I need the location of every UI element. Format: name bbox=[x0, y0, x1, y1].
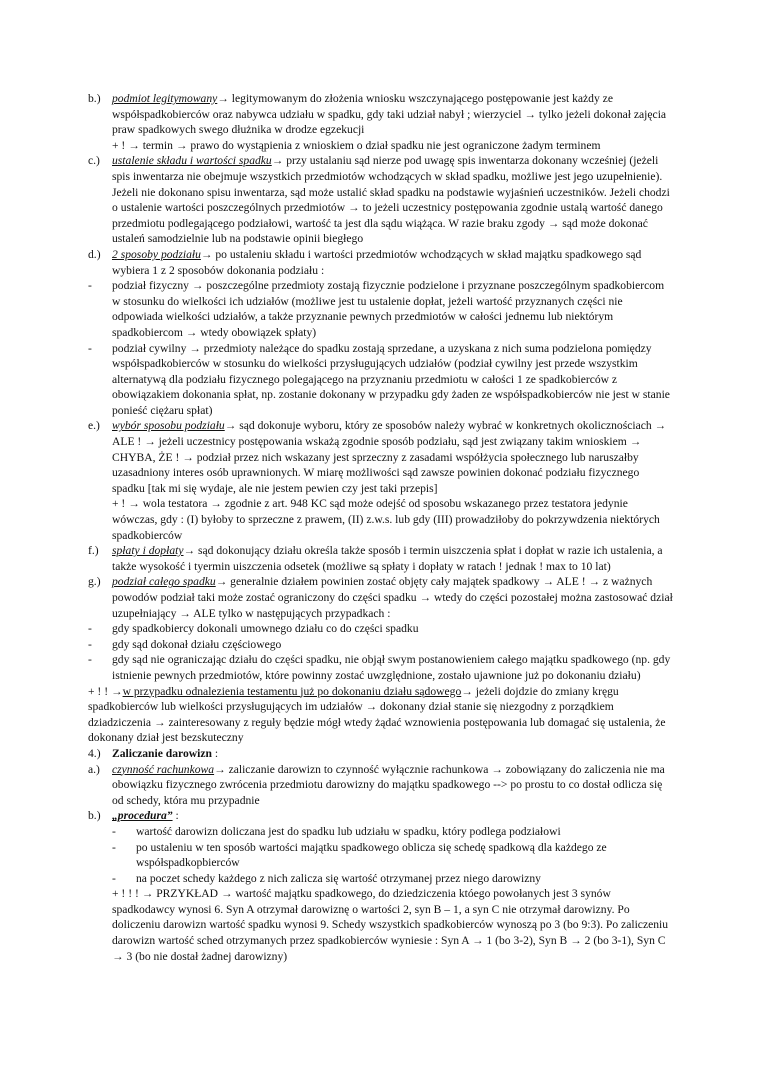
item-text: po ustaleniu w ten sposób wartości majątku spadkowego oblicza się schedę spadkową dla każdego ze współspadkopbierców bbox=[136, 840, 607, 870]
dash-marker: - bbox=[112, 840, 116, 854]
item-text: podział cywilny → przedmioty należące do spadku zostają sprzedane, a uzyskana z nich suma podzielona pomiędzy współspadkobierców w stosunku do wielkości przysługujących udziałów (podział cywilny jest przede wszystkim alternatywą dla podziału fizycznego polegającego na przyznaniu przedmiotu w całości 1 ze spadkobierców z obowiązakiem dokonania spłat, np. zostanie dokonany w przypadku gdy żaden ze współspadkobierców nie jest w stanie ponieść ciężaru spłat) bbox=[112, 341, 670, 417]
dash-marker: - bbox=[88, 341, 92, 355]
item-text: : bbox=[172, 809, 179, 823]
item-term: spłaty i dopłaty bbox=[112, 544, 184, 558]
item-term: ustalenie składu i wartości spadku bbox=[112, 154, 272, 168]
dash-item-podzial-fizyczny bbox=[88, 278, 674, 340]
item-text: wartość darowizn doliczana jest do spadku lub udziału w spadku, który podlega podziałowi bbox=[136, 824, 561, 838]
item-c-ustalenie-skladu bbox=[88, 153, 674, 247]
dash-item-podzial-cywilny bbox=[88, 341, 674, 419]
item-text: → sąd dokonuje wyboru, który ze sposobów należy wybrać w konkretnych okolicznościach → ALE ! → jeżeli uczestnicy postępowania wskażą zgodnie sposób podziału, sąd jest związany takim wnioskiem → CHYBA, ŻE ! → podział przez nich wskazany jest sprzeczny z zasadami współżycia społecznego lub naruszałby uzasadniony interes osób uprawnionych. W miarę możliwości sąd zawsze powinien dokonać podziału fizycznego spadku [tak mi się wydaje, ale nie jestem pewien czy jest taki przepis] bbox=[112, 419, 667, 495]
item-text: → po ustaleniu składu i wartości przedmiotów wchodzących w skład majątku spadkowego sąd wybiera 1 z 2 sposobów dokonania podziału : bbox=[112, 247, 642, 277]
dash-marker: - bbox=[88, 622, 92, 636]
item-text: → sąd dokonujący działu określa także sposób i termin uiszczenia spłat i dopłat w razie ich ustalenia, a także wysokość i tyermin uiszczenia odsetek (możliwe są spłaty i dopłaty w ratach ! jednak ! max to 10 lat) bbox=[112, 544, 663, 573]
item-b-podmiot-legitymowany bbox=[88, 91, 674, 138]
item-term: podmiot legitymowany bbox=[112, 92, 218, 105]
dash-item-dzial-czesciowy bbox=[88, 637, 674, 653]
item-marker: a.) bbox=[88, 762, 100, 776]
item-text: gdy sąd dokonał działu częściowego bbox=[112, 637, 282, 651]
item-d-sposoby-podzialu bbox=[88, 247, 674, 278]
item-term: 2 sposoby podziału bbox=[112, 247, 201, 261]
section-heading: Zaliczanie darowizn bbox=[112, 746, 212, 760]
section-4-zaliczanie-darowizn bbox=[88, 746, 674, 762]
document-page bbox=[88, 91, 674, 964]
item-marker: b.) bbox=[88, 92, 101, 105]
item-marker: e.) bbox=[88, 419, 100, 433]
item-term: podział całego spadku bbox=[112, 575, 216, 589]
item-marker: f.) bbox=[88, 544, 99, 558]
dash-marker: - bbox=[88, 653, 92, 667]
item-text: na poczet schedy każdego z nich zalicza się wartość otrzymanej przez niego darowizny bbox=[136, 871, 541, 885]
item-term: wybór sposobu podziału bbox=[112, 419, 225, 433]
item-text: podział fizyczny → poszczególne przedmioty zostają fizycznie podzielone i przyznane poszczególnym spadkobiercom w stosunku do wielkości ich udziałów (możliwe jest tu ustalenie dopłat, jeżeli wartość przyznanych części nie odpowiada wielkości udziałów, a także przyznanie pewnych przedmiotów w całości jednemu lub niektórym spadkobiercom → wtedy obowiązek spłaty) bbox=[112, 279, 665, 339]
item-text: : bbox=[211, 746, 219, 760]
item-term: czynność rachunkowa bbox=[112, 762, 215, 776]
item-text: → legitymowanym do złożenia wniosku wszczynającego postępowanie jest każdy ze współspadkobierców oraz nabywca udziału w spadku, gdy taki udział nabył ; wierzyciel → tylko jeżeli dokonał zajęcia praw spadkowych swego dłużnika w drodze egzekucji bbox=[112, 92, 667, 137]
dash-marker: - bbox=[88, 279, 92, 293]
item-marker: g.) bbox=[88, 575, 101, 589]
dash-item-poczet-schedy bbox=[88, 871, 674, 887]
note-przyklad bbox=[88, 886, 674, 964]
item-e-wybor-sposobu bbox=[88, 418, 674, 496]
item-text: → zaliczanie darowizn to czynność wyłącznie rachunkowa → zobowiązany do zaliczenia nie ma obowiązku fizycznego zwrócenia przedmiotu darowizny do majątku spadkowego --> po prostu to co dostał odlicza się od schedy, która mu przypadnie bbox=[112, 762, 665, 807]
dash-marker: - bbox=[112, 871, 116, 885]
item-a-czynnosc-rachunkowa bbox=[88, 762, 674, 809]
item-marker: b.) bbox=[88, 809, 101, 823]
note-wola-testatora bbox=[88, 496, 674, 543]
note-odnalezienie-testamentu bbox=[88, 684, 674, 746]
item-term: w przypadku odnalezienia testamentu już po dokonaniu działu sądowego bbox=[122, 684, 462, 698]
item-b-procedura bbox=[88, 808, 674, 824]
item-marker: c.) bbox=[88, 154, 100, 168]
item-f-splaty-doplaty bbox=[88, 543, 674, 574]
item-text: → jeżeli dojdzie do zmiany kręgu spadkobierców lub wielkości przysługujących im udziałów → dokonany dział stanie się niezgodny z porządkiem dziadziczenia → zainteresowany z reguły będzie mógł wtedy żądać wznowienia postępowania lub domagać się ustalenia, że dokonany dział jest bezskuteczny bbox=[88, 684, 666, 745]
note-text: + ! → wola testatora → zgodnie z art. 948 KC sąd może odejść od sposobu wskazanego przez testatora jedynie wówczas, gdy : (I) byłoby to sprzeczne z prawem, (II) z.w.s. lub gdy (III) prowadziłoby do pokrzywdzenia niektórych spadkobierców bbox=[112, 497, 660, 542]
dash-item-nie-objal-calego bbox=[88, 652, 674, 683]
item-text: → generalnie działem powinien zostać objęty cały majątek spadkowy → ALE ! → z ważnych powodów podział taki może zostać ograniczony do części spadku → wtedy do części pozostałej można zastosować dział uzupełniający → ALE tylko w następujących przypadkach : bbox=[112, 575, 673, 620]
item-text: gdy sąd nie ograniczając działu do części spadku, nie objął swym postanowieniem całego majątku spadkowego (np. gdy istnienie pewnych przedmiotów, które powinny zostać uwzględnione, zostało ujawnione już po dokonaniu działu) bbox=[112, 653, 671, 682]
section-marker: 4.) bbox=[88, 746, 101, 760]
item-text: gdy spadkobiercy dokonali umownego działu co do części spadku bbox=[112, 622, 419, 636]
note-text: + ! → termin → prawo do wystąpienia z wnioskiem o dział spadku nie jest ograniczone żadym terminem bbox=[112, 138, 601, 152]
note-termin bbox=[88, 138, 674, 154]
item-g-podzial-calego-spadku bbox=[88, 574, 674, 621]
note-prefix: + ! ! → bbox=[88, 684, 123, 698]
item-term: „procedura” bbox=[112, 809, 173, 823]
item-text: → przy ustalaniu sąd nierze pod uwagę spis inwentarza dokonany wcześniej (jeżeli spis inwentarza nie obejmuje wszystkich przedmiotów wchodzących w skład spadku, możliwe jest jego uzupełnienie). Jeżeli nie dokonano spisu inwentarza, sąd może ustalić skład spadku na podstawie wyjaśnień uczestników. Jeżeli chodzi o ustalenie wartości poszczególnych przedmiotów → to jeżeli uczestnicy postępowania zgodnie ustalą wartość danego przedmiotu podlegającego podziałowi, wartość ta jest dla sądu wiążąca. W razie braku zgody → sąd może dokonać ustaleń samodzielnie lub na podstawie opinii biegłego bbox=[112, 154, 670, 246]
item-marker: d.) bbox=[88, 247, 101, 261]
dash-item-umowny-dzial bbox=[88, 621, 674, 637]
dash-item-doliczanie bbox=[88, 824, 674, 840]
dash-marker: - bbox=[88, 637, 92, 651]
dash-marker: - bbox=[112, 824, 116, 838]
dash-item-scheda bbox=[88, 840, 674, 871]
note-text: + ! ! ! → PRZYKŁAD → wartość majątku spadkowego, do dziedziczenia któego powołanych jest 3 synów spadkodawcy wynosi 6. Syn A otrzymał darowiznę o wartości 2, syn B – 1, a syn C nie otrzymał darowizny. Po doliczeniu darowizn wartość spadku wynosi 9. Schedy wszystkich spadkobierców wynoszą po 3 (bo 9:3). Po zaliczeniu darowizn wartość sched otrzymanych przez spadkobierców wyniesie : Syn A → 1 (bo 3-2), Syn B → 2 (bo 3-1), Syn C → 3 (bo nie dostał żadnej darowizny) bbox=[112, 887, 669, 963]
